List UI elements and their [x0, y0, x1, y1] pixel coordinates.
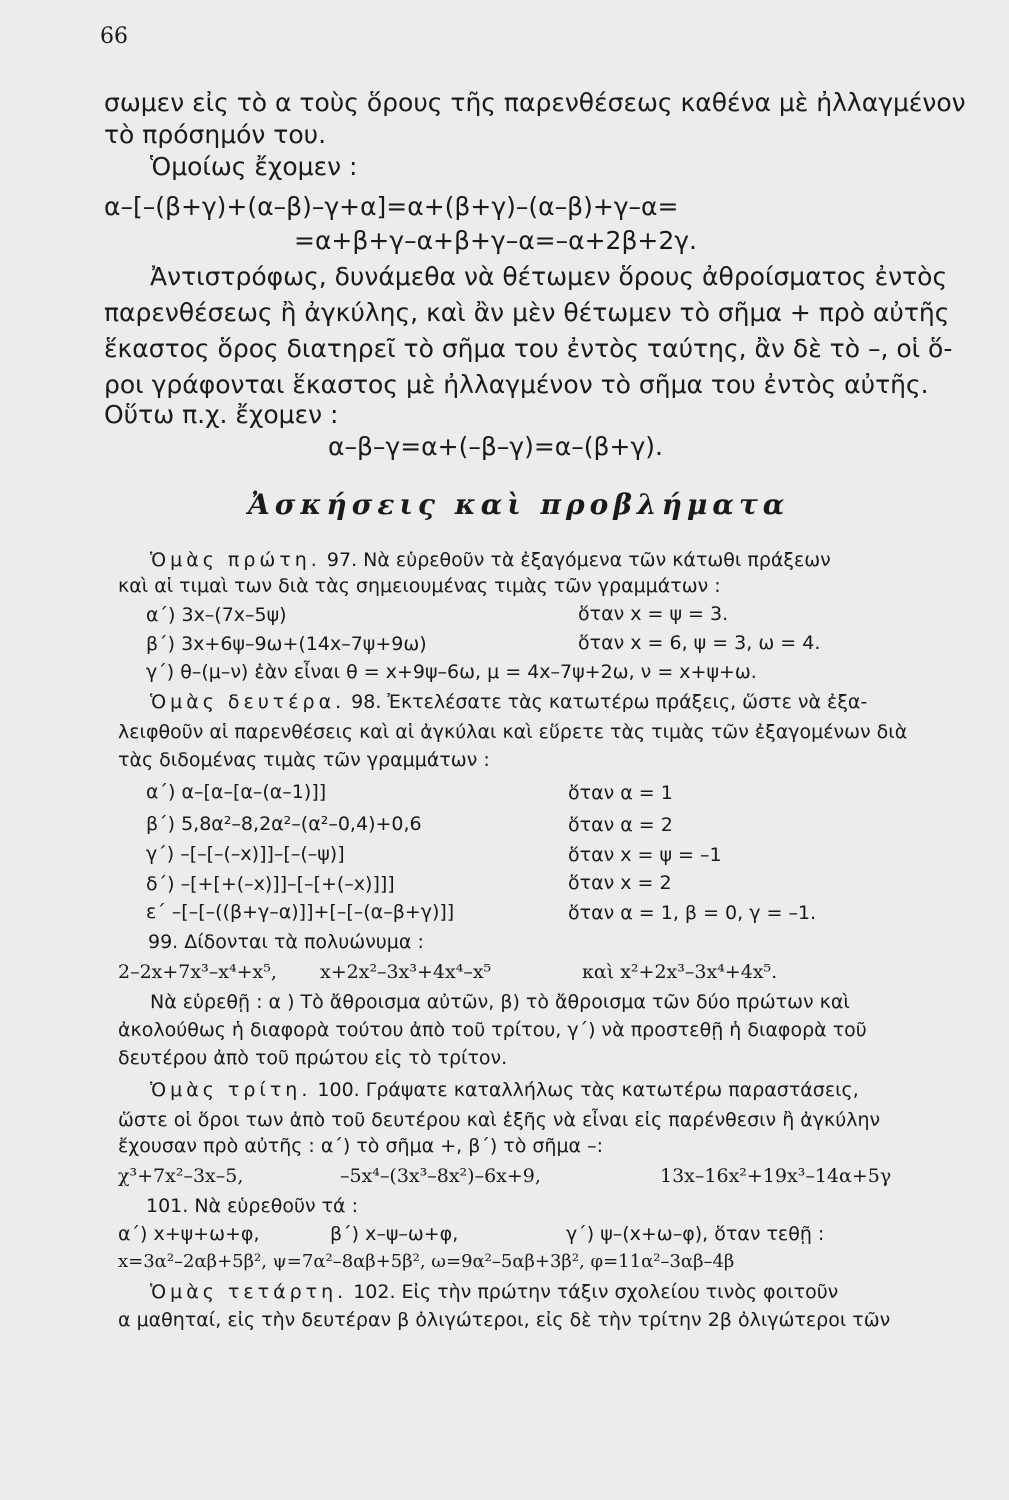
text-line: ροι γράφονται ἕκαστος μὲ ἠλλαγμένον τὸ σῆμα του ἐντὸς αὐτῆς. [104, 370, 929, 399]
group-label: Ὁμὰς τετάρτη. [150, 1281, 348, 1303]
exercise-item: γ΄) –[–[–(–x)]]–[–(–ψ)] [146, 843, 345, 865]
exercise-line: ὥστε οἱ ὅροι των ἀπὸ τοῦ δευτέρου καὶ ἑξῆς νὰ εἶναι εἰς παρένθεσιν ἢ ἀγκύλην [118, 1109, 881, 1131]
exercise-item: α΄) 3x–(7x–5ψ) [146, 604, 287, 626]
section-heading: Ἀσκήσεις καὶ προβλήματα [248, 488, 790, 521]
text-line: Ἀντιστρόφως, δυνάμεθα νὰ θέτωμεν ὅρους ἀθροίσματος ἐντὸς [150, 262, 948, 291]
exercise-line: λειφθοῦν αἱ παρενθέσεις καὶ αἱ ἀγκύλαι καὶ εὕρετε τὰς τιμὰς τῶν ἐξαγομένων διὰ [118, 721, 908, 743]
exercise-line: δευτέρου ἀπὸ τοῦ πρώτου εἰς τὸ τρίτον. [118, 1047, 508, 1069]
text-line: παρενθέσεως ἢ ἀγκύλης, καὶ ἂν μὲν θέτωμεν τὸ σῆμα + πρὸ αὐτῆς [104, 298, 950, 327]
expression: –5x⁴–(3x³–8x²)–6x+9, [340, 1165, 541, 1187]
exercise-item: β΄) 3x+6ψ–9ω+(14x–7ψ+9ω) [146, 633, 427, 655]
exercise-line: καὶ αἱ τιμαὶ των διὰ τὰς σημειουμένας τιμὰς τῶν γραμμάτων : [118, 575, 721, 597]
expression: γ΄) ψ–(x+ω–φ), ὅταν τεθῇ : [566, 1223, 825, 1245]
exercise-line: 99. Δίδονται τὰ πολυώνυμα : [148, 931, 424, 953]
text-line: ἕκαστος ὅρος διατηρεῖ τὸ σῆμα του ἐντὸς ταύτης, ἂν δὲ τὸ –, οἱ ὅ- [104, 334, 953, 363]
equation: α–β–γ=α+(–β–γ)=α–(β+γ). [328, 432, 663, 461]
group-label: Ὁμὰς τρίτη. [150, 1079, 312, 1101]
page-number: 66 [100, 24, 128, 49]
exercise-item: δ΄) –[+[+(–x)]]–[–[+(–x)]]] [146, 873, 395, 895]
exercise-item: ε΄ –[–[–((β+γ–α)]]+[–[–(α–β+γ)]] [146, 901, 455, 923]
exercise-line: ἀκολούθως ἡ διαφορὰ τούτου ἀπὸ τοῦ τρίτου, γ΄) νὰ προστεθῇ ἡ διαφορὰ τοῦ [118, 1019, 867, 1041]
exercise-text: 102. Εἰς τὴν πρώτην τάξιν σχολείου τινὸς φοιτοῦν [347, 1281, 839, 1303]
expression: α΄) x+ψ+ω+φ, [118, 1223, 260, 1245]
expression: β΄) x–ψ–ω+φ, [330, 1223, 459, 1245]
exercise-text: 100. Γράψατε καταλλήλως τὰς κατωτέρω παραστάσεις, [311, 1079, 859, 1101]
text-line: Οὕτω π.χ. ἔχομεν : [104, 400, 339, 429]
exercise-line: 101. Νὰ εὑρεθοῦν τά : [146, 1195, 359, 1217]
exercise-condition: ὅταν α = 2 [568, 814, 673, 836]
exercise-line [150, 548, 831, 572]
exercise-line: α μαθηταί, εἰς τὴν δευτέραν β ὀλιγώτεροι, εἰς δὲ τὴν τρίτην 2β ὀλιγώτεροι τῶν [118, 1309, 891, 1331]
exercise-condition: ὅταν α = 1 [568, 782, 673, 804]
exercise-condition: ὅταν α = 1, β = 0, γ = –1. [568, 902, 817, 924]
expression: x=3α²–2αβ+5β², ψ=7α²–8αβ+5β², ω=9α²–5αβ+3β², φ=11α²–3αβ–4β [118, 1251, 735, 1272]
exercise-item: β΄) 5,8α²–8,2α²–(α²–0,4)+0,6 [146, 813, 422, 835]
text-line: τὸ πρόσημόν του. [104, 120, 327, 149]
exercise-line [150, 690, 867, 714]
polynomial: καὶ x²+2x³–3x⁴+4x⁵. [582, 961, 778, 983]
polynomial: 2–2x+7x³–x⁴+x⁵, [118, 961, 277, 983]
exercise-line [150, 1280, 838, 1304]
expression: χ³+7x²–3x–5, [118, 1165, 244, 1187]
expression: 13x–16x²+19x³–14α+5γ [660, 1165, 892, 1187]
polynomial: x+2x²–3x³+4x⁴–x⁵ [320, 961, 492, 983]
exercise-line: Νὰ εὑρεθῇ : α ) Τὸ ἄθροισμα αὐτῶν, β) τὸ ἄθροισμα τῶν δύο πρώτων καὶ [150, 991, 850, 1013]
exercise-condition: ὅταν x = 2 [568, 872, 672, 894]
exercise-line: τὰς διδομένας τιμὰς τῶν γραμμάτων : [118, 749, 490, 771]
equation: α–[–(β+γ)+(α–β)–γ+α]=α+(β+γ)–(α–β)+γ–α= [104, 192, 679, 221]
exercise-line: ἔχουσαν πρὸ αὐτῆς : α΄) τὸ σῆμα +, β΄) τὸ σῆμα –: [118, 1135, 604, 1157]
exercise-condition: ὅταν x = ψ = 3. [578, 603, 729, 625]
exercise-condition: ὅταν x = ψ = –1 [568, 844, 722, 866]
text-line: σωμεν εἰς τὸ α τοὺς ὅρους τῆς παρενθέσεως καθένα μὲ ἠλλαγμένον [104, 88, 966, 117]
exercise-condition: ὅταν x = 6, ψ = 3, ω = 4. [578, 632, 821, 654]
exercise-item: γ΄) θ–(μ–ν) ἐὰν εἶναι θ = x+9ψ–6ω, μ = 4x–7ψ+2ω, ν = x+ψ+ω. [146, 661, 757, 683]
group-label: Ὁμὰς πρώτη. [150, 549, 321, 571]
exercise-text: 97. Νὰ εὑρεθοῦν τὰ ἐξαγόμενα τῶν κάτωθι πράξεων [320, 549, 831, 571]
exercise-text: 98. Ἐκτελέσατε τὰς κατωτέρω πράξεις, ὥστε νὰ ἐξα- [345, 691, 868, 713]
equation: =α+β+γ–α+β+γ–α=–α+2β+2γ. [294, 226, 698, 255]
exercise-line [150, 1078, 859, 1102]
group-label: Ὁμὰς δευτέρα. [150, 691, 346, 713]
exercise-item: α΄) α–[α–[α–(α–1)]] [146, 781, 327, 803]
text-line: Ὁμοίως ἔχομεν : [150, 152, 358, 181]
